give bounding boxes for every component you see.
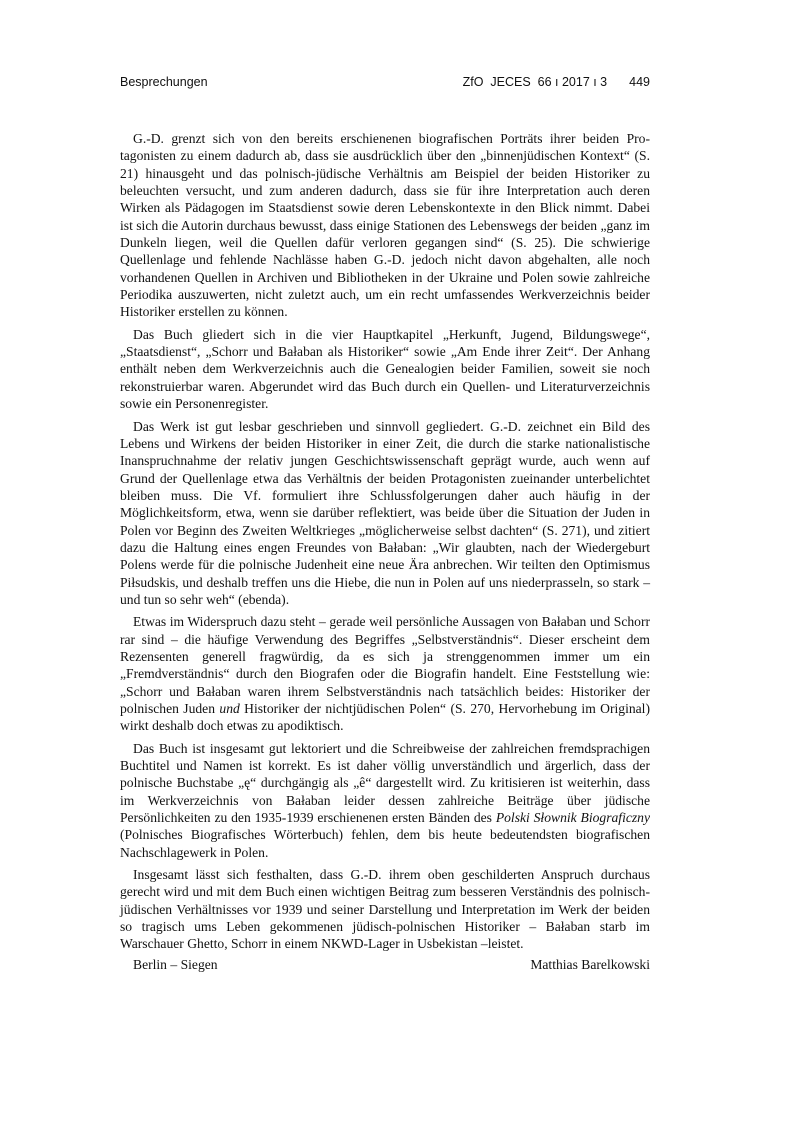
- paragraph-1: [120, 130, 650, 321]
- paragraph-text: Etwas im Widerspruch dazu steht – gerade weil persönliche Aussagen von Bałaban und Schorr rar sind – die häufige Verwendung des Begriffes „Selbstverständnis“. Dieser erscheint dem Rezensenten generell fragwürdig, da es sich ja strenggenommen immer um ein „Fremdverständnis“ durch den Biografen oder die Biografin handelt. Eine Feststellung wie: „Schorr und Bałaban waren ihrem Selbstverständnis nach tatsächlich beides: Historiker der polnischen Juden: [120, 614, 650, 716]
- journal-info: [463, 75, 650, 89]
- journal-citation: ZfO JECES 66 ı 2017 ı 3: [462, 75, 608, 89]
- paragraph-2: [120, 326, 650, 413]
- paragraph-text: Historiker der nichtjüdischen Polen“ (S. 270, Hervorhebung im Original) wirkt deshalb doch etwas zu apodiktisch.: [120, 701, 650, 734]
- paragraph-6: [120, 866, 650, 953]
- paragraph-text: Insgesamt lässt sich festhalten, dass G.-D. ihrem oben geschilderten Anspruch durchaus gerecht wird und mit dem Buch einen wichtigen Beitrag zum besseren Verständnis des polnisch-jüdischen Verhältnisses vor 1939 und seiner Darstellung und Interpretation im Werk der beiden so tragisch ums Leben gekommenen jüdisch-polnischen Historiker – Bałaban starb im Warschauer Ghetto, Schorr in einem NKWD-Lager in Usbekistan –leistet.: [120, 867, 650, 952]
- paragraph-text: (Polnisches Biografisches Wörterbuch) fehlen, dem bis heute bedeutendsten biografischen Nachschlagewerk in Polen.: [120, 827, 650, 860]
- page-number: 449: [629, 75, 650, 89]
- paragraph-5: [120, 740, 650, 861]
- paragraph-3: [120, 418, 650, 609]
- paragraph-text: Das Buch ist insgesamt gut lektoriert und die Schreibweise der zahlreichen fremdsprachigen Buchtitel und Namen ist korrekt. Es ist daher völlig unverständlich und ärgerlich, dass der polnische Buchstabe „ę“ durchgängig als „ê“ dargestellt wird. Zu kritisieren ist weiterhin, dass im Werkverzeichnis von Bałaban leider dessen zahlreiche Beiträge über jüdische Persönlichkeiten zu den 1935-1939 erschienenen ersten Bänden des: [120, 740, 650, 826]
- running-header: [120, 75, 650, 93]
- emphasis-und: und: [219, 701, 240, 716]
- signature-line: [120, 956, 650, 974]
- paragraph-text: Das Buch gliedert sich in die vier Hauptkapitel „Herkunft, Jugend, Bildungswege“, „Staatsdienst“, „Schorr und Bałaban als Historiker“ sowie „Am Ende ihrer Zeit“. Der Anhang enthält neben dem Werkverzeichnis auch die Genealogien beider Familien, soweit sie noch rekonstruierbar waren. Abgerundet wird das Buch durch ein Quellen- und Literaturverzeichnis sowie ein Personenregister.: [120, 326, 650, 412]
- paragraph-text: Das Werk ist gut lesbar geschrieben und sinnvoll gegliedert. G.-D. zeichnet ein Bild des Lebens und Wirkens der beiden Historiker in einer Zeit, die durch die starke nationalistische Inanspruchnahme der relativ jungen Geschichtswissenschaft geprägt wurde, auch wenn auf Grund der Quellenlage etwa das Verhältnis der beiden Protagonisten zueinander unterbelichtet bleiben muss. Die Vf. formuliert ihre Schlussfolgerungen daher auch häufig in der Möglichkeitsform, etwa, wenn sie darüber reflektiert, was beide über die Situation der Juden in Polen vor Beginn des Zweiten Weltkrieges „möglicherweise selbst dachten“ (S. 271), und zitiert dazu die Haltung eines engen Freundes von Bałaban: „Wir glaubten, nach der Wiedergeburt Polens werde für die polnische Judenheit eine neue Ära anbrechen. Wir teilten den Optimismus Piłsudskis, und deshalb treffen uns die Hiebe, die nun in Polen auf uns niederprasseln, so stark – und tun so sehr weh“ (ebenda).: [120, 418, 650, 607]
- book-title-italic: Polski Słownik Biograficzny: [495, 810, 651, 826]
- signature-place: Berlin – Siegen: [133, 956, 218, 972]
- paragraph-text: G.-D. grenzt sich von den bereits erschienenen biografischen Porträts ihrer beiden Protagonisten zu einem dadurch ab, dass sie ausdrücklich über den „binnenjüdischen Kontext“ (S. 21) hinausgeht und das polnisch-jüdische Verhältnis am Beispiel der beiden Historiker zu beleuchten versucht, und zum anderen dadurch, dass sie für ihre Interpretation auch deren Wirken als Pädagogen im Staatsdienst sowie deren Lebenskontexte in den Blick nimmt. Dabei ist sich die Autorin durchaus bewusst, dass einige Stationen des Lebenswegs der beiden „ganz im Dunkeln liegen, weil die Quellen dafür verloren gegangen sind“ (S. 25). Die schwierige Quellenlage und fehlende Nachlässe haben G.-D. jedoch nicht davon abgehalten, alle noch vorhandenen Quellen in Archiven und Bibliotheken in der Ukraine und Polen sowie zahlreiche Periodika auszuwerten, nicht zuletzt auch, um ein recht umfassendes Werkverzeichnis beider Historiker erstellen zu können.: [120, 131, 650, 320]
- paragraph-4: [120, 613, 650, 734]
- review-body: [120, 130, 650, 974]
- section-title: Besprechungen: [120, 75, 208, 89]
- signature-author: Matthias Barelkowski: [530, 956, 650, 972]
